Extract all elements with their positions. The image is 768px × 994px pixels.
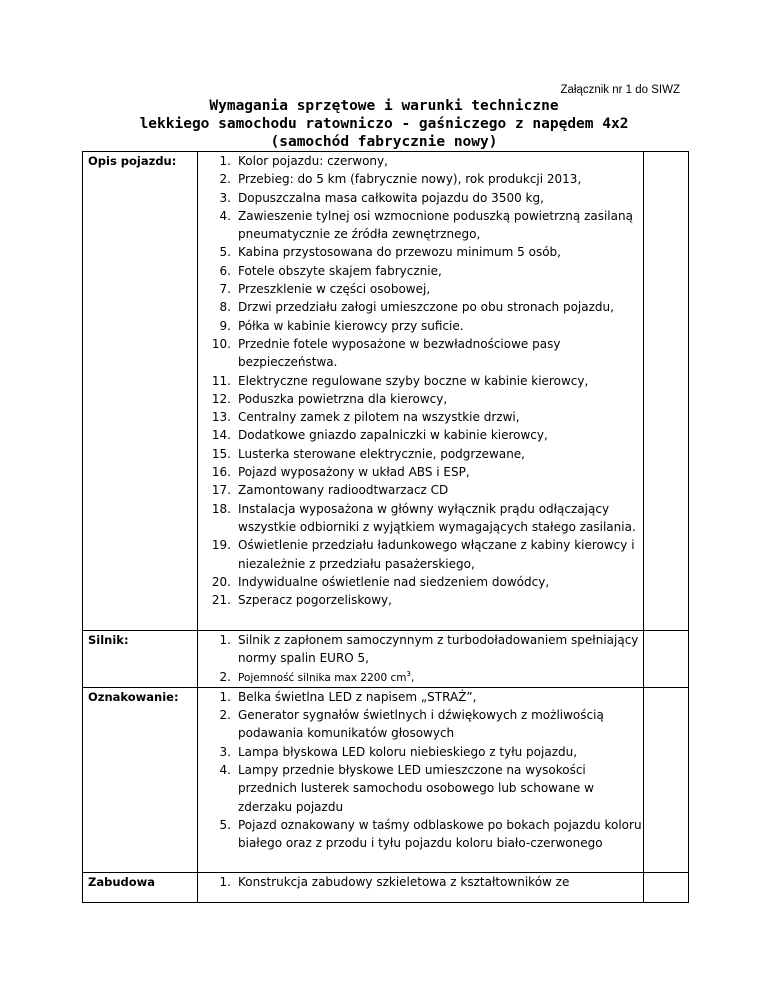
compliance-cell [644,872,689,902]
compliance-cell [644,631,689,688]
compliance-cell [644,687,689,872]
section-row-vehicle [83,152,689,631]
list-item: 3. Lampa błyskowa LED koloru niebieskiego z tyłu pojazdu, [219,744,578,759]
section-row-marking [83,687,689,872]
list-item: 15. Lusterka sterowane elektrycznie, podgrzewane, [211,446,525,461]
section-row-engine [83,631,689,688]
list-item: 7. Przeszklenie w części osobowej, [219,282,431,297]
item-list [198,688,643,853]
title-line-2: lekkiego samochodu ratowniczo - gaśniczego z napędem 4x2 [139,116,629,132]
section-label: Zabudowa [83,872,198,902]
list-item: 2. Pojemność silnika max 2200 $cm^3$, [219,669,415,684]
section-label: Oznakowanie: [83,687,198,872]
section-row-bodywork [83,872,689,902]
annex-reference: Załącznik nr 1 do SIWZ [560,84,680,96]
list-item: 16. Pojazd wyposażony w układ ABS i ESP, [211,465,470,480]
list-item: 14. Dodatkowe gniazdo zapalniczki w kabinie kierowcy, [211,428,548,443]
list-item: 19. Oświetlenie przedziału ładunkowego włączane z kabiny kierowcy i niezależnie z przedziału pasażerskiego, [211,538,635,571]
list-item: 5. Pojazd oznakowany w taśmy odblaskowe po bokach pojazdu koloru białego oraz z przodu i tyłu pojazdu koloru biało-czerwonego [219,817,642,851]
list-item: 12. Poduszka powietrzna dla kierowcy, [211,391,448,406]
list-item: 8. Drzwi przedziału załogi umieszczone po obu stronach pojazdu, [219,300,614,315]
document-title [60,97,708,151]
list-item: 6. Fotele obszyte skajem fabrycznie, [219,263,442,278]
list-item: 1. Konstrukcja zabudowy szkieletowa z kształtowników ze [219,874,570,889]
compliance-cell [644,152,689,631]
section-items [198,687,644,872]
list-item: 4. Zawieszenie tylnej osi wzmocnione poduszką powietrzną zasilaną pneumatycznie ze źródła zewnętrznego, [219,208,633,242]
title-line-3: (samochód fabrycznie nowy) [270,134,498,150]
list-item: 20. Indywidualne oświetlenie nad siedzeniem dowódcy, [211,574,550,589]
list-item: 2. Generator sygnałów świetlnych i dźwiękowych z możliwością podawania komunikatów głosowych [219,708,604,741]
section-label: Silnik: [83,631,198,688]
list-item: 21. Szperacz pogorzeliskowy, [211,593,392,608]
requirements-table [82,151,689,903]
list-item: 4. Lampy przednie błyskowe LED umieszczone na wysokości przednich lusterek samochodu osobowego lub schowane w zderzaku pojazdu [219,763,594,814]
list-item: 11. Elektryczne regulowane szyby boczne w kabinie kierowcy, [211,373,589,388]
list-item: 17. Zamontowany radioodtwarzacz CD [211,483,449,498]
item-list [198,152,643,609]
list-item: 13. Centralny zamek z pilotem na wszystkie drzwi, [211,410,520,425]
list-item: 1. Belka świetlna LED z napisem „STRAŻ”, [219,689,477,704]
list-item: 5. Kabina przystosowana do przewozu minimum 5 osób, [219,245,561,260]
section-items [198,152,644,631]
section-items [198,872,644,902]
list-item: 3. Dopuszczalna masa całkowita pojazdu do 3500 kg, [219,190,544,205]
section-items [198,631,644,688]
item-list [198,631,643,687]
item-list [198,873,643,891]
list-item: 1. Silnik z zapłonem samoczynnym z turbodoładowaniem spełniający normy spalin EURO 5, [219,633,639,666]
title-line-1: Wymagania sprzętowe i warunki techniczne [209,98,559,114]
list-item: 1. Kolor pojazdu: czerwony, [219,154,388,168]
list-item: 2. Przebieg: do 5 km (fabrycznie nowy), rok produkcji 2013, [219,172,582,187]
list-item: 9. Półka w kabinie kierowcy przy suficie. [219,318,464,333]
list-item: 10. Przednie fotele wyposażone w bezwładnościowe pasy bezpieczeństwa. [211,336,561,370]
list-item: 18. Instalacja wyposażona w główny wyłącznik prądu odłączający wszystkie odbiorniki z wyjątkiem wymagających stałego zasilania. [211,501,636,534]
section-label: Opis pojazdu: [83,152,198,631]
